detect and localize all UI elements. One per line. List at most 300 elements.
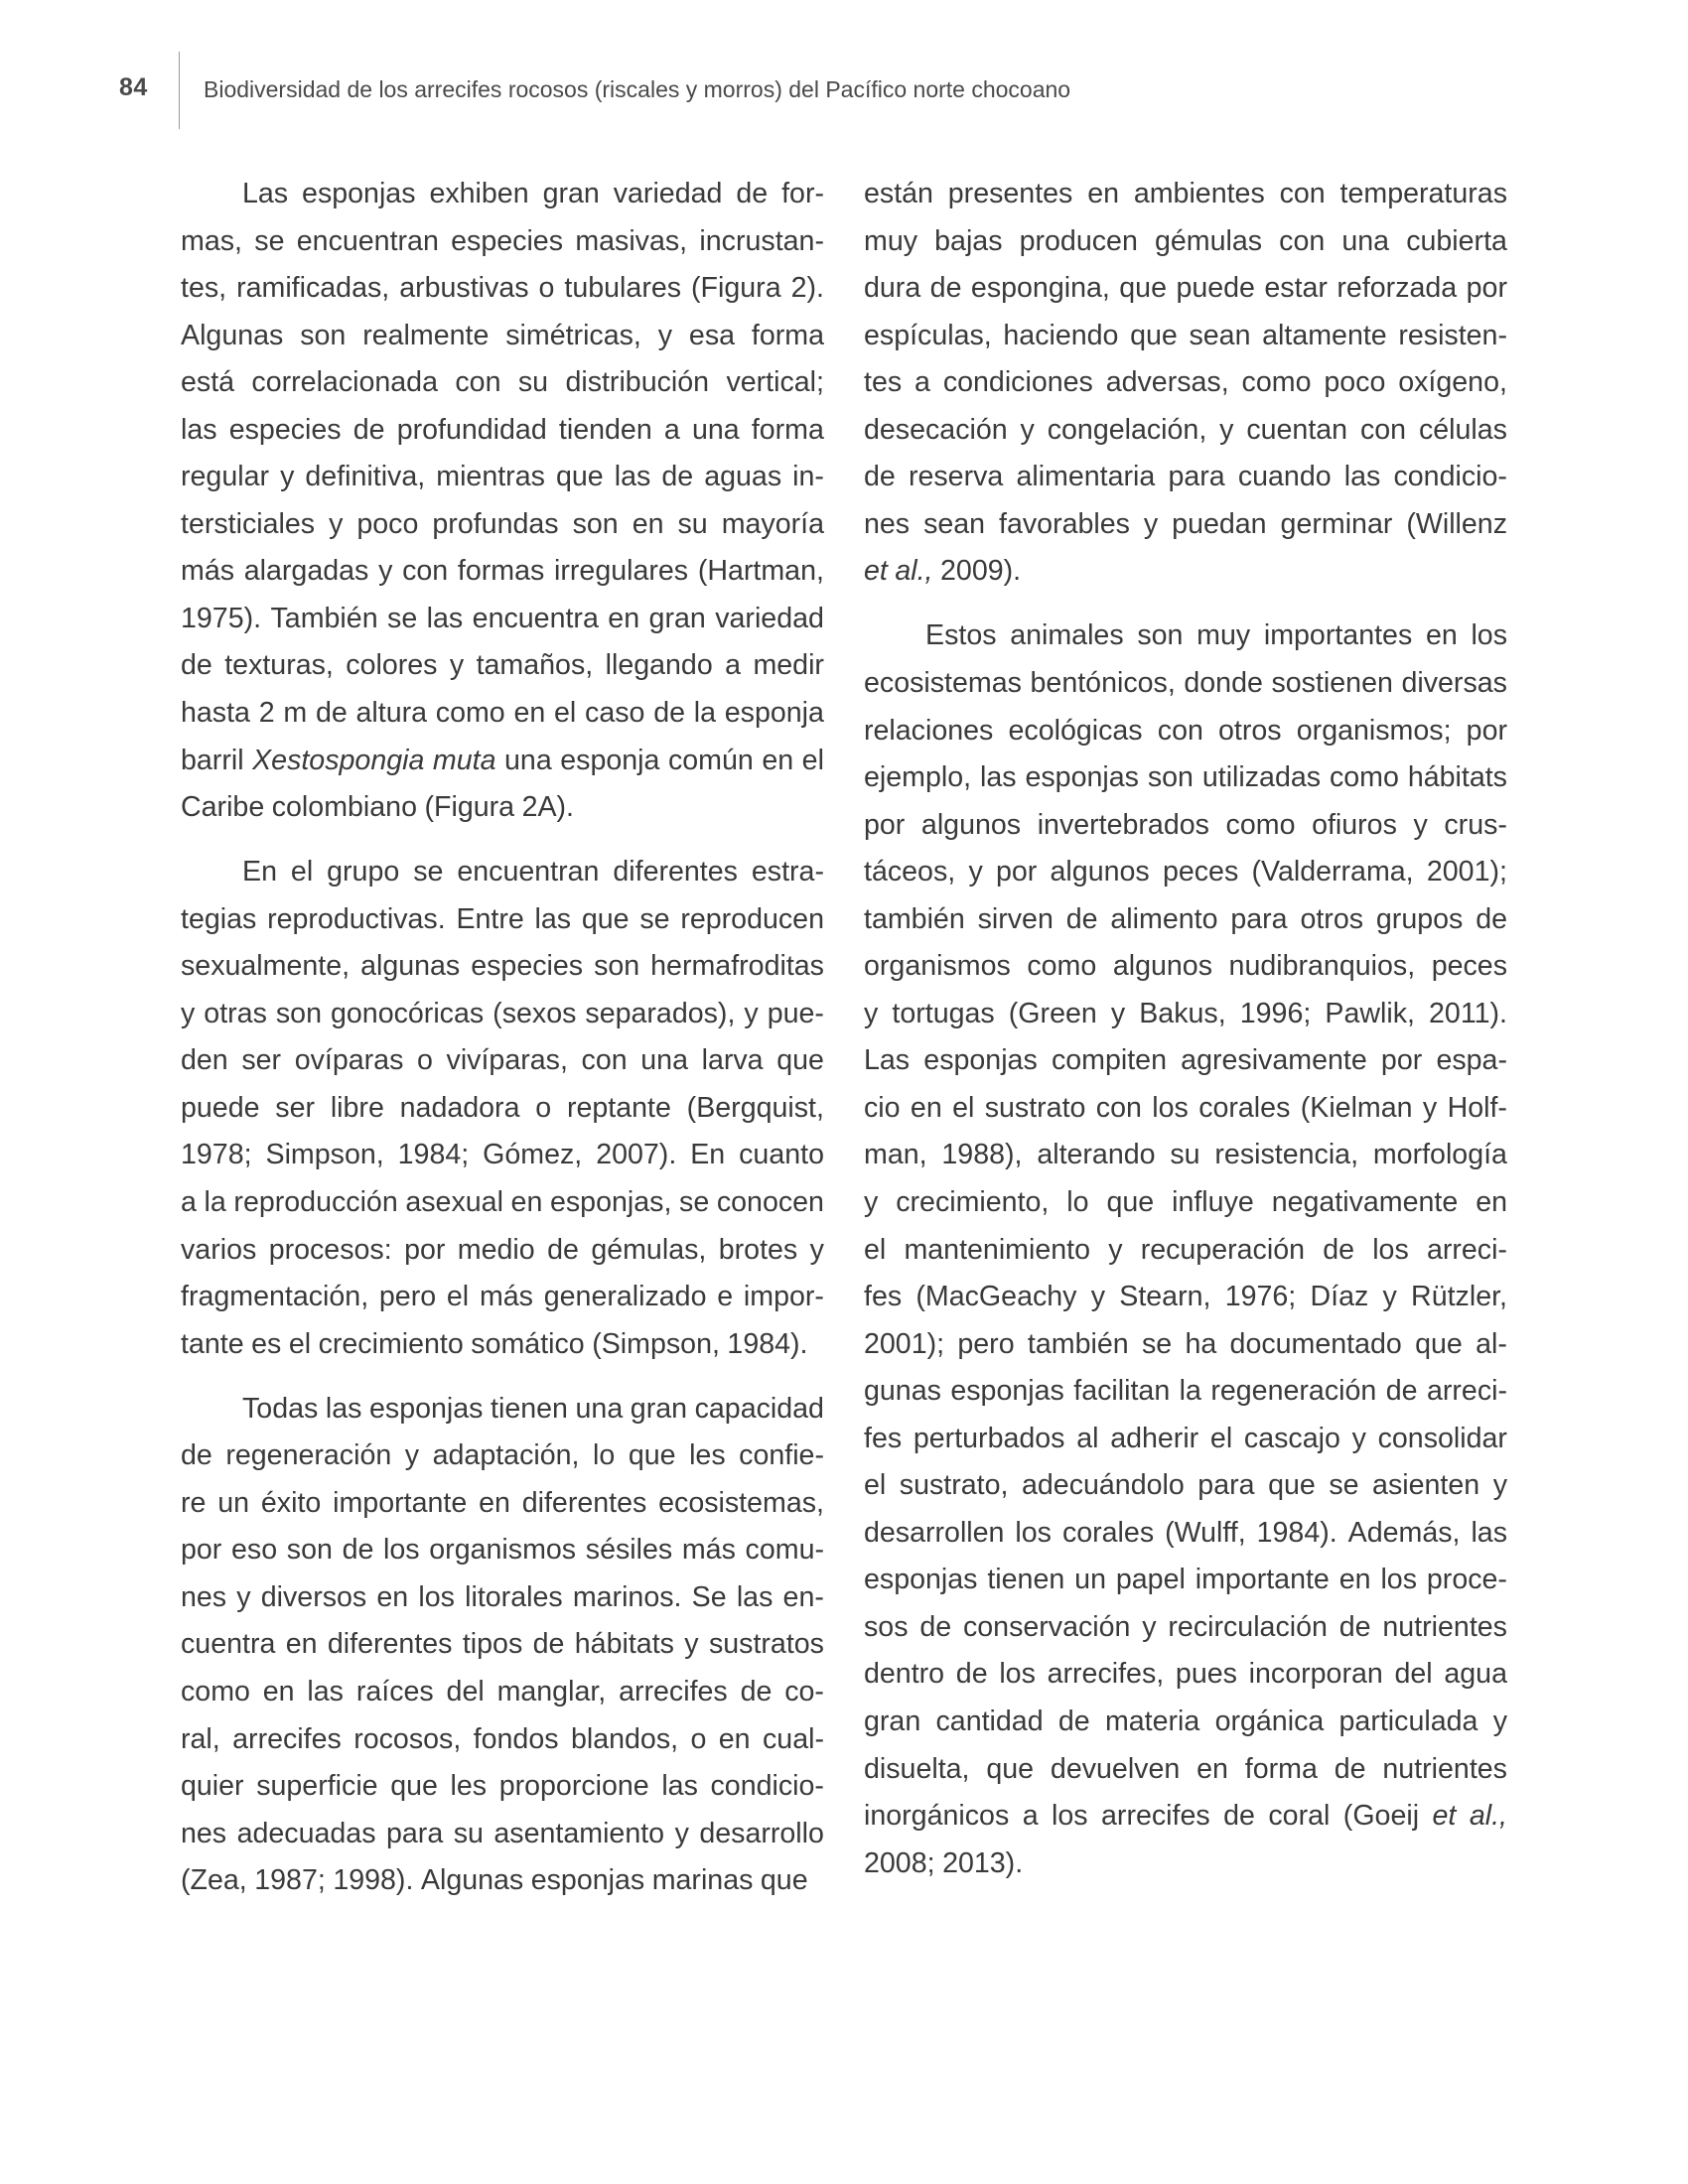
word: 1984). bbox=[1256, 1516, 1337, 1549]
word: cascajo bbox=[1243, 1422, 1340, 1454]
text-line bbox=[864, 454, 1507, 501]
word: generalizado bbox=[543, 1281, 707, 1313]
word: el bbox=[446, 1281, 470, 1313]
word: que bbox=[1106, 1185, 1155, 1218]
text-line bbox=[181, 1527, 824, 1574]
word: otros bbox=[1300, 902, 1364, 935]
word: las bbox=[736, 1580, 774, 1613]
word: de bbox=[653, 697, 685, 730]
word: del bbox=[446, 1675, 485, 1707]
word: los bbox=[383, 1534, 420, 1567]
word: (sexos bbox=[492, 997, 577, 1029]
word: haciendo bbox=[1003, 319, 1119, 351]
text-line bbox=[864, 1179, 1507, 1227]
word: crecimiento, bbox=[896, 1185, 1050, 1218]
word: por bbox=[1380, 1044, 1423, 1077]
word: (Bergquist, bbox=[686, 1091, 824, 1124]
word: 1975). bbox=[181, 602, 262, 634]
word: nudibranquios, bbox=[1228, 950, 1416, 983]
word: algunos bbox=[1112, 950, 1212, 983]
word: del bbox=[1394, 1658, 1433, 1691]
word: adaptación, bbox=[432, 1439, 580, 1472]
word: más bbox=[681, 1534, 736, 1567]
word: para bbox=[1197, 1469, 1255, 1502]
word: los bbox=[1471, 619, 1507, 652]
word: esponja bbox=[560, 744, 660, 776]
word: agresivamente bbox=[1181, 1044, 1367, 1077]
word: arreci- bbox=[1426, 1233, 1507, 1266]
word: regular bbox=[181, 461, 270, 493]
word: adherir bbox=[1110, 1422, 1199, 1454]
word: y bbox=[1143, 507, 1159, 540]
word: llegando bbox=[605, 649, 713, 682]
text-line bbox=[181, 991, 824, 1038]
word: cuanto bbox=[739, 1139, 824, 1171]
word: coral bbox=[1268, 1800, 1331, 1833]
word: quier bbox=[181, 1770, 244, 1803]
word: distribución bbox=[565, 366, 710, 399]
word: tienden bbox=[558, 413, 652, 446]
word: Stearn, bbox=[1119, 1281, 1211, 1313]
word: en bbox=[262, 1675, 295, 1707]
word: en bbox=[762, 744, 794, 776]
word: condiciones bbox=[942, 366, 1093, 399]
word: congelación, bbox=[1047, 413, 1207, 446]
text-line bbox=[864, 1227, 1507, 1275]
word: (Goeij bbox=[1342, 1800, 1420, 1833]
word: alimento bbox=[1110, 902, 1218, 935]
word: brotes bbox=[718, 1233, 798, 1266]
word: más bbox=[479, 1281, 533, 1313]
word: Caribe bbox=[181, 791, 265, 824]
word: oxígeno, bbox=[1398, 366, 1507, 399]
word: muta bbox=[432, 744, 496, 776]
text-line bbox=[864, 1274, 1507, 1321]
word: ofiuros bbox=[1312, 808, 1397, 841]
word: en bbox=[376, 1580, 409, 1613]
word: desarrollo bbox=[699, 1817, 824, 1849]
word: y bbox=[449, 649, 465, 682]
word: se bbox=[639, 902, 670, 935]
word: también bbox=[864, 902, 965, 935]
word: facilitan bbox=[1073, 1375, 1171, 1408]
word: adecuadas bbox=[236, 1817, 376, 1849]
word: 2001); bbox=[1426, 856, 1507, 888]
word: una bbox=[640, 1044, 688, 1077]
text-line bbox=[181, 1669, 824, 1716]
text-line bbox=[864, 660, 1507, 708]
word: que bbox=[628, 1439, 676, 1472]
word: orgánica bbox=[1214, 1706, 1325, 1737]
text-line bbox=[181, 1621, 824, 1669]
word: procesos: bbox=[268, 1233, 392, 1266]
word: otros bbox=[1218, 714, 1282, 747]
word: incorporan bbox=[1248, 1658, 1383, 1691]
word: asexual bbox=[405, 1185, 503, 1218]
word: ramificadas, bbox=[236, 272, 390, 305]
word: importante bbox=[333, 1486, 468, 1519]
word: fes bbox=[864, 1281, 903, 1313]
word: eso bbox=[231, 1534, 278, 1567]
word: con bbox=[402, 555, 449, 588]
word: ecosistemas, bbox=[658, 1486, 824, 1519]
word: arrecifes bbox=[619, 1675, 728, 1707]
word: mantenimiento bbox=[904, 1233, 1091, 1266]
word: de bbox=[955, 1658, 988, 1691]
word: son bbox=[300, 319, 347, 351]
word: asentamiento bbox=[493, 1817, 665, 1849]
word: pue- bbox=[767, 997, 824, 1029]
word: fondos bbox=[473, 1722, 559, 1755]
word: muy bbox=[1196, 619, 1251, 652]
word: capacidad bbox=[694, 1392, 824, 1425]
word: ser bbox=[275, 1091, 316, 1124]
word: y bbox=[864, 997, 879, 1029]
word: los bbox=[418, 1580, 455, 1613]
paragraph-gap bbox=[181, 832, 824, 850]
word: el bbox=[1209, 1422, 1233, 1454]
word: grupos bbox=[1375, 902, 1464, 935]
text-line bbox=[181, 1227, 824, 1275]
word: resisten- bbox=[1398, 319, 1507, 351]
word: 2011). bbox=[1429, 997, 1507, 1029]
word: y bbox=[1108, 1233, 1123, 1266]
word: reptante bbox=[566, 1091, 671, 1124]
word: en bbox=[1087, 178, 1119, 209]
word: la bbox=[1179, 1375, 1201, 1408]
word: profundidad bbox=[396, 413, 547, 446]
word: donde bbox=[1184, 666, 1263, 699]
word: reproducen bbox=[680, 902, 824, 935]
word: Además, bbox=[1347, 1516, 1461, 1549]
word: y bbox=[684, 1628, 699, 1661]
word: en bbox=[608, 602, 640, 634]
word: mas, bbox=[181, 224, 242, 257]
word: sean bbox=[923, 507, 986, 540]
word: (Figura bbox=[424, 791, 515, 824]
word: vertical; bbox=[726, 366, 824, 399]
text-line bbox=[864, 548, 1507, 596]
word: varios bbox=[181, 1233, 257, 1266]
word: 2008; bbox=[864, 1846, 935, 1879]
word: o bbox=[535, 1091, 552, 1124]
text-line bbox=[181, 896, 824, 944]
word: e bbox=[717, 1281, 734, 1313]
word: a bbox=[663, 413, 680, 446]
word: profundas bbox=[432, 507, 559, 540]
word: crecimiento bbox=[318, 1327, 464, 1360]
word: Estos bbox=[925, 619, 997, 652]
word: tienen bbox=[987, 1564, 1065, 1596]
word: son bbox=[286, 1534, 333, 1567]
word: 1987; bbox=[254, 1864, 326, 1897]
word: favorables bbox=[999, 507, 1130, 540]
word: su bbox=[677, 507, 708, 540]
word: las bbox=[1343, 461, 1381, 493]
word: de bbox=[181, 649, 212, 682]
word: sustrato bbox=[984, 1091, 1086, 1124]
word: también bbox=[1027, 1327, 1129, 1360]
word: hermafroditas bbox=[650, 950, 824, 983]
word: simétricas, bbox=[505, 319, 641, 351]
word: en bbox=[513, 697, 546, 730]
word: de bbox=[1334, 1752, 1366, 1785]
word: (Willenz bbox=[1406, 507, 1507, 540]
word: esponjas bbox=[864, 1564, 978, 1596]
word: nes bbox=[181, 1817, 227, 1849]
word: tes, bbox=[181, 272, 227, 305]
word: en bbox=[1476, 1185, 1507, 1218]
word: tienen bbox=[491, 1392, 568, 1425]
word: células bbox=[1418, 413, 1507, 446]
word: y bbox=[1382, 1281, 1397, 1313]
word: correlacionada bbox=[251, 366, 438, 399]
word: de bbox=[736, 178, 769, 209]
word: exhiben bbox=[429, 178, 529, 209]
text-line bbox=[181, 1811, 824, 1858]
word: Algunas bbox=[420, 1864, 524, 1897]
word: gran bbox=[542, 178, 600, 209]
word: barril bbox=[181, 744, 244, 776]
word: Pawlik, bbox=[1325, 997, 1415, 1029]
word: documentado bbox=[1229, 1327, 1402, 1360]
word: materia bbox=[1104, 1706, 1200, 1737]
text-line bbox=[864, 1793, 1507, 1841]
word: man, bbox=[864, 1139, 927, 1171]
word: ovíparas bbox=[294, 1044, 404, 1077]
word: (Kielman bbox=[1300, 1091, 1413, 1124]
word: organismos; bbox=[1296, 714, 1452, 747]
word: adecuándolo bbox=[1021, 1469, 1185, 1502]
word: Todas bbox=[242, 1392, 319, 1425]
word: fragmentación, bbox=[181, 1281, 369, 1313]
word: espa- bbox=[1436, 1044, 1507, 1077]
word: (Figura bbox=[691, 272, 781, 305]
word: esponjas bbox=[530, 1864, 645, 1897]
word: las bbox=[325, 1392, 362, 1425]
word: Xestospongia bbox=[252, 744, 425, 776]
word: 1996; bbox=[1239, 997, 1312, 1029]
page-number: 84 bbox=[119, 73, 148, 101]
word: impor- bbox=[743, 1281, 824, 1313]
word: influye bbox=[1172, 1185, 1254, 1218]
word: diferentes bbox=[327, 1628, 453, 1661]
word: cio bbox=[864, 1091, 901, 1124]
word: que bbox=[986, 1752, 1035, 1785]
text-line bbox=[181, 1179, 824, 1227]
word: 2 bbox=[258, 697, 275, 730]
word: de bbox=[740, 1675, 773, 1707]
text-line bbox=[864, 501, 1507, 549]
word: a bbox=[914, 366, 930, 399]
word: esponjas, bbox=[549, 1185, 672, 1218]
word: mayoría bbox=[721, 507, 824, 540]
word: cuando bbox=[1237, 461, 1332, 493]
word: diferentes bbox=[521, 1486, 647, 1519]
word: en- bbox=[782, 1580, 824, 1613]
text-line bbox=[864, 754, 1507, 802]
word: Bakus, bbox=[1139, 997, 1226, 1029]
word: y bbox=[378, 555, 393, 588]
word: tante bbox=[181, 1327, 244, 1360]
word: gonocóricas bbox=[330, 997, 485, 1029]
text-line bbox=[181, 1085, 824, 1133]
word: producen bbox=[1019, 224, 1138, 257]
word: comu- bbox=[745, 1534, 824, 1567]
word: al bbox=[1076, 1422, 1099, 1454]
word: los bbox=[1372, 1233, 1409, 1266]
word: recuperación bbox=[1140, 1233, 1305, 1266]
word: importantes bbox=[1263, 619, 1413, 652]
word: estra- bbox=[751, 856, 824, 888]
word: o bbox=[538, 272, 555, 305]
word: de bbox=[342, 1534, 374, 1567]
text-line bbox=[181, 1386, 824, 1433]
text-line bbox=[864, 265, 1507, 313]
word: altura bbox=[355, 697, 428, 730]
word: y bbox=[1142, 1610, 1157, 1643]
word: Holf- bbox=[1447, 1091, 1507, 1124]
word: vivíparas, bbox=[446, 1044, 568, 1077]
word: cubierta bbox=[1406, 224, 1507, 257]
word: diversas bbox=[1401, 666, 1507, 699]
word: para bbox=[1230, 902, 1288, 935]
word: importante bbox=[1195, 1564, 1330, 1596]
word: de bbox=[1476, 902, 1507, 935]
word: sexualmente, bbox=[181, 950, 351, 983]
word: invertebrados bbox=[1037, 808, 1209, 841]
word: reproducción bbox=[233, 1185, 398, 1218]
word: son bbox=[275, 997, 322, 1029]
word: 2A). bbox=[521, 791, 575, 824]
word: pero bbox=[957, 1327, 1015, 1360]
text-line bbox=[181, 313, 824, 360]
word: y bbox=[657, 319, 673, 351]
word: con bbox=[1359, 413, 1407, 446]
text-line bbox=[864, 359, 1507, 407]
word: m bbox=[283, 697, 308, 730]
text-line bbox=[864, 313, 1507, 360]
word: En bbox=[242, 856, 277, 888]
word: que bbox=[1268, 1469, 1316, 1502]
word: como bbox=[1329, 761, 1399, 794]
word: con bbox=[581, 1044, 628, 1077]
word: las bbox=[426, 602, 464, 634]
word: 2007). bbox=[596, 1139, 677, 1171]
word: el bbox=[290, 856, 314, 888]
word: fes bbox=[864, 1422, 903, 1454]
word: tegias bbox=[181, 902, 257, 935]
word: el bbox=[864, 1233, 887, 1266]
word: forma bbox=[751, 413, 824, 446]
word: en bbox=[285, 1628, 318, 1661]
word: nutrientes bbox=[1382, 1610, 1507, 1643]
word: 1984). bbox=[727, 1327, 808, 1360]
word: en bbox=[1196, 1752, 1228, 1785]
word: texturas, bbox=[224, 649, 334, 682]
word: los bbox=[999, 1658, 1036, 1691]
word: gémulas, bbox=[591, 1233, 707, 1266]
word: al- bbox=[1476, 1327, 1507, 1360]
word: peces bbox=[1431, 950, 1507, 983]
word: el bbox=[554, 697, 577, 730]
word: reserva bbox=[908, 461, 1004, 493]
word: irregulares bbox=[554, 555, 689, 588]
word: colombiano bbox=[271, 791, 417, 824]
word: de bbox=[919, 1610, 952, 1643]
word: esponja bbox=[724, 697, 824, 730]
word: confie- bbox=[739, 1439, 824, 1472]
word: incrustan- bbox=[699, 224, 824, 257]
word: masivas, bbox=[575, 224, 688, 257]
word: están bbox=[864, 178, 933, 209]
word: realmente bbox=[362, 319, 490, 351]
word: y bbox=[674, 1817, 689, 1849]
word: gémulas bbox=[1154, 224, 1263, 257]
word: 1976; bbox=[1224, 1281, 1297, 1313]
word: como bbox=[1225, 808, 1296, 841]
text-line bbox=[181, 407, 824, 455]
word: algunas bbox=[360, 950, 461, 983]
word: Las bbox=[864, 1044, 911, 1077]
word: sostienen bbox=[1271, 666, 1393, 699]
word: tamaños, bbox=[476, 649, 594, 682]
word: relaciones bbox=[864, 714, 994, 747]
running-head bbox=[0, 0, 1688, 139]
word: particulada bbox=[1338, 1706, 1478, 1737]
word: con bbox=[1279, 224, 1326, 257]
word: sirven bbox=[977, 902, 1054, 935]
word: y bbox=[1492, 1706, 1507, 1737]
word: y bbox=[1351, 1422, 1366, 1454]
paragraph-gap bbox=[181, 1368, 824, 1386]
word: ser bbox=[241, 1044, 282, 1077]
word: de bbox=[1323, 1233, 1354, 1266]
word: et bbox=[864, 555, 888, 588]
text-line bbox=[864, 849, 1507, 896]
word: (Valderrama, bbox=[1251, 856, 1414, 888]
text-line bbox=[864, 613, 1507, 660]
word: el bbox=[952, 1091, 975, 1124]
word: tipos bbox=[462, 1628, 523, 1661]
text-line bbox=[181, 1274, 824, 1321]
word: esponjas bbox=[923, 1044, 1038, 1077]
word: algunos bbox=[920, 808, 1022, 841]
word: son bbox=[572, 507, 619, 540]
word: marinas bbox=[651, 1864, 754, 1897]
word: los bbox=[1015, 1516, 1052, 1549]
text-line bbox=[181, 501, 824, 549]
word: colores bbox=[346, 649, 438, 682]
text-line bbox=[864, 1841, 1507, 1888]
word: muy bbox=[864, 224, 918, 257]
word: lo bbox=[1066, 1185, 1089, 1218]
word: re bbox=[181, 1486, 207, 1519]
word: en bbox=[632, 507, 664, 540]
word: algunos bbox=[1050, 856, 1150, 888]
word: y bbox=[181, 997, 196, 1029]
word: en bbox=[910, 1091, 942, 1124]
word: 1978; bbox=[181, 1139, 252, 1171]
word: como bbox=[1027, 950, 1097, 983]
word: que bbox=[760, 1864, 808, 1897]
text-line bbox=[864, 1462, 1507, 1510]
word: o bbox=[690, 1722, 707, 1755]
word: esponjas bbox=[1025, 761, 1139, 794]
word: poco bbox=[356, 507, 419, 540]
text-line bbox=[864, 943, 1507, 991]
word: arrecifes, bbox=[1047, 1658, 1165, 1691]
